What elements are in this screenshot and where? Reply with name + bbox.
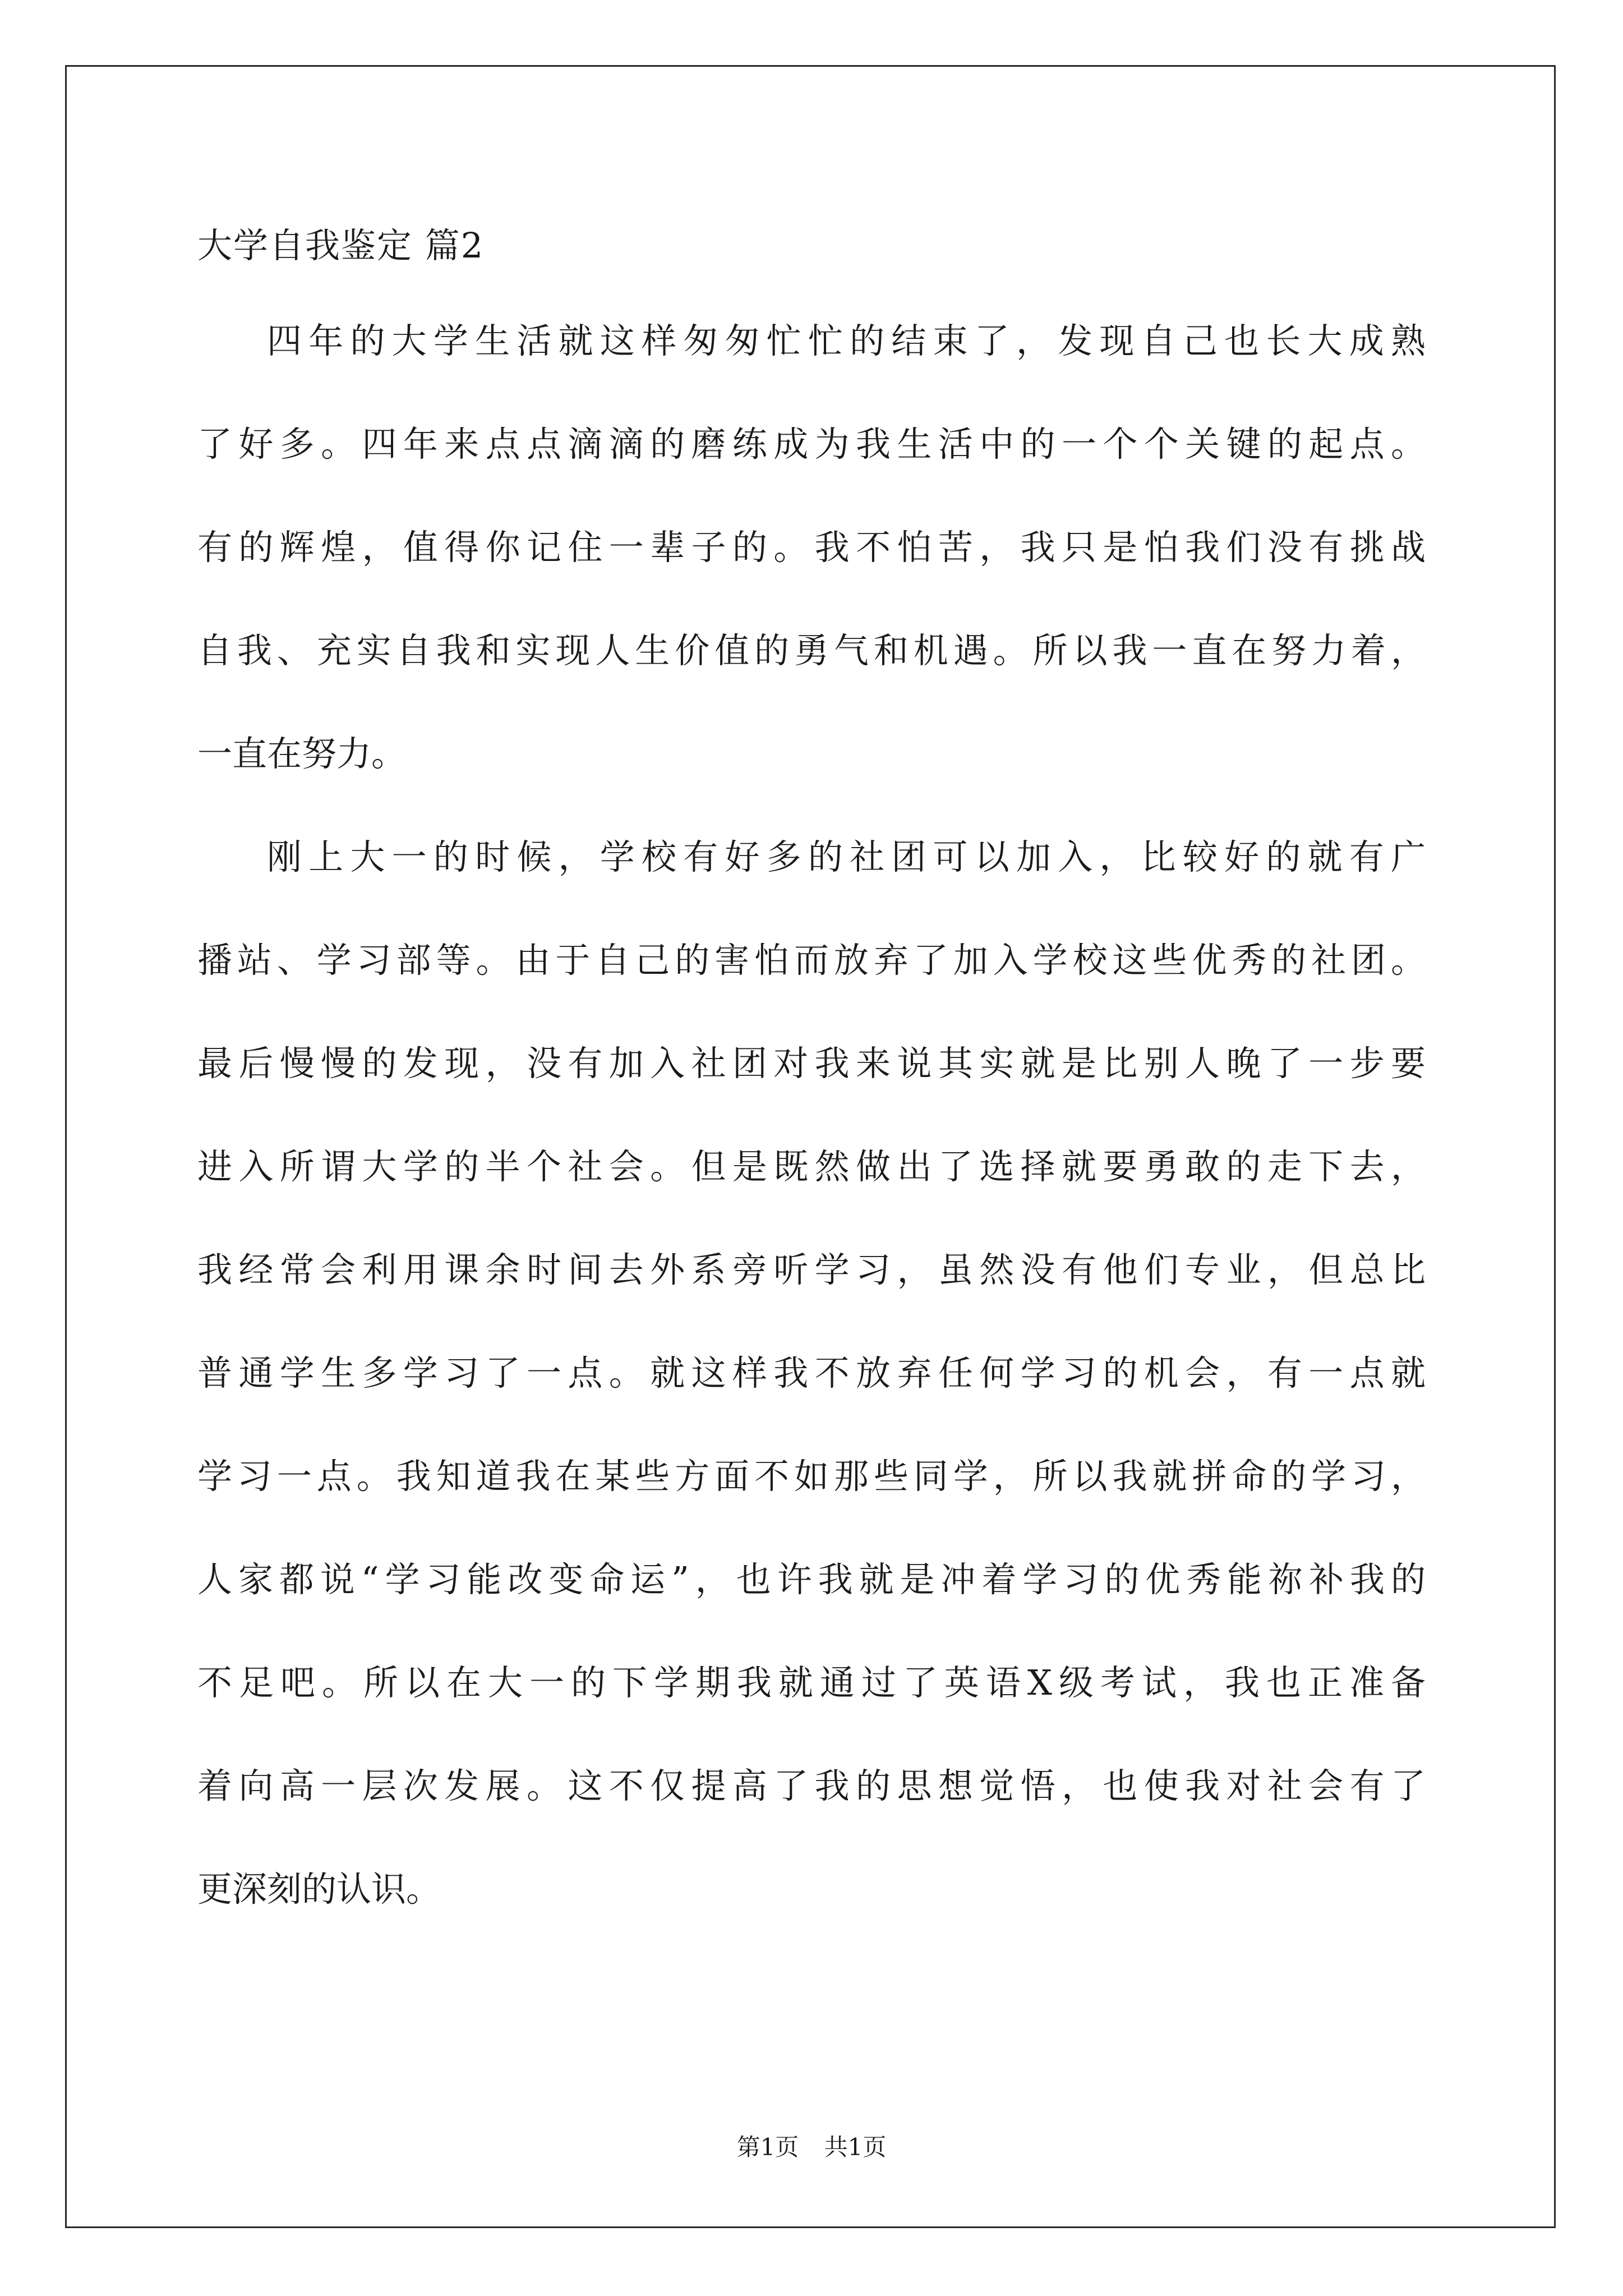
text-line: 了好多。四年来点点滴滴的磨练成为我生活中的一个个关键的起点。 [197, 424, 1426, 464]
page-total: 共1页 [824, 2133, 887, 2161]
text-line: 学习一点。我知道我在某些方面不如那些同学，所以我就拼命的学习， [197, 1456, 1426, 1497]
text-line: 最后慢慢的发现，没有加入社团对我来说其实就是比别人晚了一步要 [197, 1043, 1426, 1084]
text-line: 更深刻的认识。 [197, 1869, 441, 1910]
page-footer [0, 2132, 1623, 2163]
text-line: 四年的大学生活就这样匆匆忙忙的结束了，发现自己也长大成熟 [267, 320, 1426, 361]
text-line: 我经常会利用课余时间去外系旁听学习，虽然没有他们专业，但总比 [197, 1249, 1426, 1290]
text-line: 不足吧。所以在大一的下学期我就通过了英语X级考试，我也正准备 [197, 1662, 1426, 1703]
text-line: 着向高一层次发展。这不仅提高了我的思想觉悟，也使我对社会有了 [197, 1765, 1426, 1806]
document-title: 大学自我鉴定 篇2 [197, 225, 485, 266]
page-number: 第1页 [736, 2133, 799, 2161]
text-line: 有的辉煌，值得你记住一辈子的。我不怕苦，我只是怕我们没有挑战 [197, 527, 1426, 568]
text-line: 自我、充实自我和实现人生价值的勇气和机遇。所以我一直在努力着， [197, 630, 1426, 671]
text-line: 刚上大一的时候，学校有好多的社团可以加入，比较好的就有广 [267, 836, 1426, 877]
text-line: 进入所谓大学的半个社会。但是既然做出了选择就要勇敢的走下去， [197, 1146, 1426, 1187]
text-line: 人家都说“学习能改变命运”，也许我就是冲着学习的优秀能祢补我的 [197, 1559, 1426, 1600]
text-line: 普通学生多学习了一点。就这样我不放弃任何学习的机会，有一点就 [197, 1352, 1426, 1393]
text-line: 播站、学习部等。由于自己的害怕而放弃了加入学校这些优秀的社团。 [197, 940, 1426, 981]
text-line: 一直在努力。 [197, 733, 407, 774]
